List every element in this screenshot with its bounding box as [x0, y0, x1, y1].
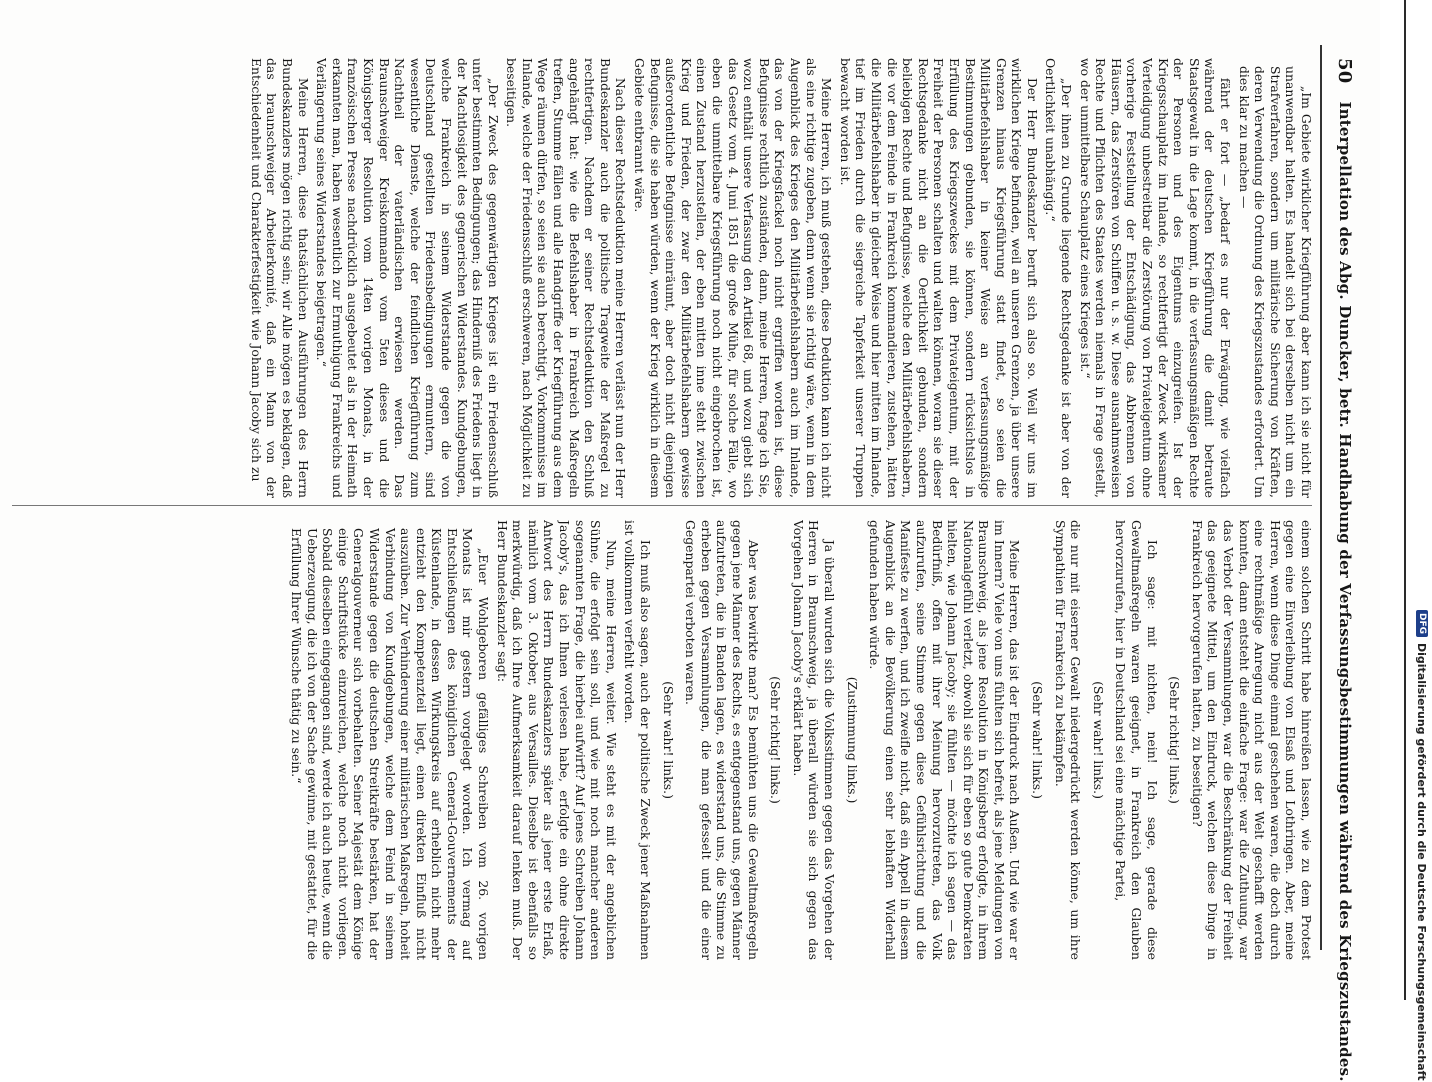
- quoted-paragraph: „Euer Wohlgeboren gefälliges Schreiben vom 26. vorigen Monats ist mir gestern vorgelegt worden. Ich vermag auf Entschließungen des königlichen General-Gouvernements der Küstenlande, in dessen Wirkungskreis auf erheblich nicht mehr entzieht den Kompetenzteil liegt, einen direkten Einfluß nicht auszuüben. Zur Verhinderung einer militärischen Maßregeln, hoheit Verbindung von Kundgebungen, welche dem Feind in seinem Widerstande gegen die deutschen Streitkräfte bestärken, hat der Generalgouverneur sich vorbehalten. Seiner Majestät dem Könige einige Schriftstücke einzureichen, welche noch nicht vorliegen. Sobald dieselben eingegangen sind, werde ich auch heute, wenn die Ueberzeugung, die ich von der Sache gewinne, mit gestattet, für die Erfüllung Ihrer Wünsche thätig zu sein.“: [288, 528, 492, 960]
- running-title: Interpellation des Abg. Duncker, betr. Handhabung der Verfassungsbestimmungen während des Kriegszustandes.: [1336, 101, 1354, 1082]
- paragraph: Ich muß also sagen, auch der politische Zweck jener Maßnahmen ist vollkommen verfehlt worden.: [622, 520, 654, 960]
- scan-edge-line: [1404, 0, 1406, 1000]
- paragraph: Der Herr Bundeskanzler beruft sich also so. Weil wir uns im wirklichen Kriege befinden, weil an unseren Grenzen, ja über unsere Grenzen hinaus Kriegsführung statt findet, so seien die Militärbefehlshaber in keiner Weise an verfassungsmäßige Bestimmungen gebunden, sie können, sondern rücksichtslos in Erfüllung des Kriegszweckes mit dem Privateigentum, mit der Freiheit der Personen schalten und walten können, woran sie dieser Rechtsgedanke nicht an die Oertlichkeit gebunden, sondern beliebigen Rechte und Befugnisse, welche den Militärbefehlshabern, die vor dem Feinde in Frankreich kommandieren, zustehen, hätten die Militärbefehlshaber in gleicher Weise und hier mitten im Inlande, tief im Frieden durch die siegreiche Tapferkeit unserer Truppen bewacht worden ist.: [837, 58, 1040, 498]
- right-column: [4, 520, 1314, 960]
- page-number: 50: [1334, 58, 1356, 84]
- paragraph: Meine Herren, das ist der Eindruck nach Außen. Und wie war er im Innern? Viele von uns fühlten sich befreit, als jene Meldungen von Braunschweig, als jene Resolution in Königsberg erfolgte, in ihrem Nationalgefühl verletzt, obwohl sie sich für eben so gute Demokraten hielten, wie Johann Jacoby; sie fühlten — möchte ich sagen — das Bedürfniß, offen mit ihrer Meinung hervorzutreten, das Volk aufzurufen, seine Stimme gegen diese Gefühlsrichtung und die Manifeste zu werfen, und ich zweifle nicht, daß ein Appell in diesem Augenblick an die Bevölkerung einen sehr lebhaften Widerhall gefunden haben würde.: [867, 520, 1023, 960]
- scan-credit-bar: [1412, 610, 1432, 1081]
- reaction-note: (Zustimmung links.): [844, 676, 860, 804]
- paragraph: Meine Herren, ich muß gestehen, diese Deduktion kann ich nicht als eine richtige zugeben, denn wenn sie richtig wäre, wenn in dem Augenblick des Krieges den Militärbefehlshabern auch im Inlande, das von der Kriegsfackel noch nicht ergriffen worden ist, diese Befugnisse rechtlich zuständen, dann, meine Herren, frage ich Sie, wozu enthält unsere Verfassung den Artikel 68, und wozu giebt sich das Gesetz vom 4. Juni 1851 die große Mühe, für solche Fälle, wo eben die unmittelbare Kriegsführung noch nicht eingebrochen ist, einen Zustand herzustellen, der eben mitten inne steht zwischen Krieg und Frieden, der zwar den Militärbefehlshabern gewisse außerordentliche Befugnisse einräumt, aber doch nicht diejenigen Befugnisse, die sie haben würden, wenn der Krieg wirklich in diesem Gebiete entbrannt wäre.: [632, 58, 835, 498]
- paragraph: einem solchen Schritt habe hinreißen lassen, wie zu dem Protest gegen eine Einverleibung von Elsaß und Lothringen. Aber, meine Herren, wenn diese Dinge einmal geschehen waren, die doch durch eine rechtmäßige Anregung nicht aus der Welt geschafft werden konnten, dann entsteht die einfache Frage: war die Zuthuung, war das Verbot der Versammlungen, war die Beschränkung der Freiheit das geeignete Mittel, um den Eindruck, welchen diese Dinge in Frankreich hervorgerufen hatten, zu beseitigen?: [1189, 520, 1314, 960]
- paragraph: fährt er fort — „bedarf es nur der Erwägung, wie vielfach während der deutschen Kriegführung die damit betraute Staatsgewalt in die Lage kommt, in die verfassungsmäßigen Rechte der Personen und des Eigentums einzugreifen. Ist der Kriegsschauplatz im Inlande, so rechtfertigt der Zweck wirksamer Verteidigung unbestreitbar die Zerstörung von Privateigentum ohne vorherige Feststellung der Entschädigung, das Abbrennen von Häusern, das Zerstören von Schiffen u. s. w. Diese ausnahmsweisen Rechte und Pflichten des Staates werden niemals in Frage gestellt, wo der unmittelbare Schauplatz eines Krieges ist.“: [1077, 58, 1234, 498]
- reaction-note: (Sehr wahr! links.): [660, 681, 676, 799]
- reaction-note: (Sehr wahr! links.): [1030, 681, 1046, 799]
- paragraph: Meine Herren, diese thatsächlichen Ausführungen des Herrn Bundeskanzlers mögen richtig sein; wir Alle mögen es beklagen, daß das braunschweiger Arbeiterkomité, daß ein Mann von der Entschiedenheit und Charakterfestigkeit wie Johann Jacoby sich zu: [248, 58, 311, 498]
- paragraph: Ja überall wurden sich die Volksstimmen gegen das Vorgehen der Herren in Braunschweig, ja überall würden sie sich gegen das Vorgehen Johann Jacoby's erklärt haben.: [790, 520, 837, 960]
- reaction-note: (Sehr richtig! links.): [768, 676, 784, 804]
- paragraph: „Der ihnen zu Grunde liegende Rechtsgedanke ist aber von der Oertlichkeit unabhängig.“: [1043, 58, 1075, 498]
- paragraph: Nach dieser Rechtsdeduktion meine Herren verlässt nun der Herr Bundeskanzler auch die politische Tragweite der Maßregel zu rechtfertigen. Nachdem er seiner Rechtsdeduktion den Schluß angehängt hat: wie die Befehlshaber in Frankreich Maßregeln treffen, Stumme fällen und alle Handgriffe der Kriegführung aus dem Wege räumen dürfen, so seien sie auch berechtigt, Vorkommnisse im Inlande, welche der Friedensschluß erschweren, nach Möglichkeit zu beseitigen.: [504, 58, 629, 498]
- paragraph: Aber was bewirkte man? Es bemühten uns die Gewaltmaßregeln gegen jene Männer des Rechts, es entgegenstand uns, gegen Männer aufzutreten, die in Banden lagen, es widerstand uns, die Stimme zu erheben gegen Versammlungen, die man gefesselt und die einer Gegenpartei verboten waren.: [683, 520, 761, 960]
- reaction-note: (Sehr wahr! links.): [1090, 681, 1106, 799]
- quoted-paragraph: „Im Gebiete wirklicher Kriegführung aber kann ich sie nicht für unanwendbar halten. Es handelt sich bei derselben nicht um ein Strafverfahren, sondern um militärische Sicherung von Kräften, deren Verwendung die Ordnung des Kriegszustandes erfordert. Um dies klar zu machen —: [1236, 66, 1314, 498]
- dfg-logo: DFG: [1416, 610, 1428, 637]
- scan-credit-text: Digitalisierung gefördert durch die Deutsche Forschungsgemeinschaft: [1415, 643, 1429, 1081]
- left-column: [4, 58, 1314, 498]
- reaction-note: (Sehr richtig! links.): [1167, 676, 1183, 804]
- paragraph: „Der Zweck des gegenwärtigen Krieges ist ein Friedensschluß unter bestimmten Bedingungen; das Hinderniß des Friedens liegt in der Machtlosigkeit des gegnerischen Widerstandes. Kundgebungen, welche Frankreich in seinem Widerstande gegen die von Deutschland gestellten Friedensbedingungen ermuntern, sind wesentliche Dienste, welche der feindlichen Kriegführung zum Nachtheil der vaterländischen erwiesen werden. Das Braunschweiger Kreiskommando vom 5ten dieses und die Königsberger Resolution vom 14ten vorigen Monats, in der französischen Presse nachdrücklich ausgebeutet als in der Heimath erkannten man, haben wesentlich zur Ermuthigung Frankreichs und Verlängerung seines Widerstandes beigetragen.“: [314, 58, 501, 498]
- column-divider: [12, 505, 1312, 506]
- header-rule: [1320, 45, 1322, 950]
- page-header: [1328, 58, 1362, 1082]
- scan-credit: [1412, 610, 1432, 1081]
- paragraph: Nun, meine Herren, weiter. Wie steht es mit der angeblichen Sühne, die erfolgt sein soll, und wie mit noch mancher anderen sogenannten Frage, die hierbei aufwirft? Auf jenes Schreiben Johann Jacoby's, das ich Ihnen verlesen habe, erfolgte ein ohne direkte Antwort des Herrn Bundeskanzlers später als jener erste Erlaß, nämlich vom 3. Oktober, aus Versailles. Dieselbe ist ebenfalls so merkwürdig, daß ich Ihre Aufmerksamkeit darauf lenken muß. Der Herr Bundeskanzler sagt:: [494, 520, 619, 960]
- paragraph: Ich sage: mit nichten, nein! Ich sage, gerade diese Gewaltmaßregeln waren geeignet, in Frankreich den Glauben hervorzurufen, hier in Deutschland sei eine mächtige Partei,: [1113, 520, 1160, 960]
- paragraph: die nur mit eiserner Gewalt niedergedrückt werden könne, um ihre Sympathien für Frankreich zu bekämpfen.: [1052, 520, 1084, 960]
